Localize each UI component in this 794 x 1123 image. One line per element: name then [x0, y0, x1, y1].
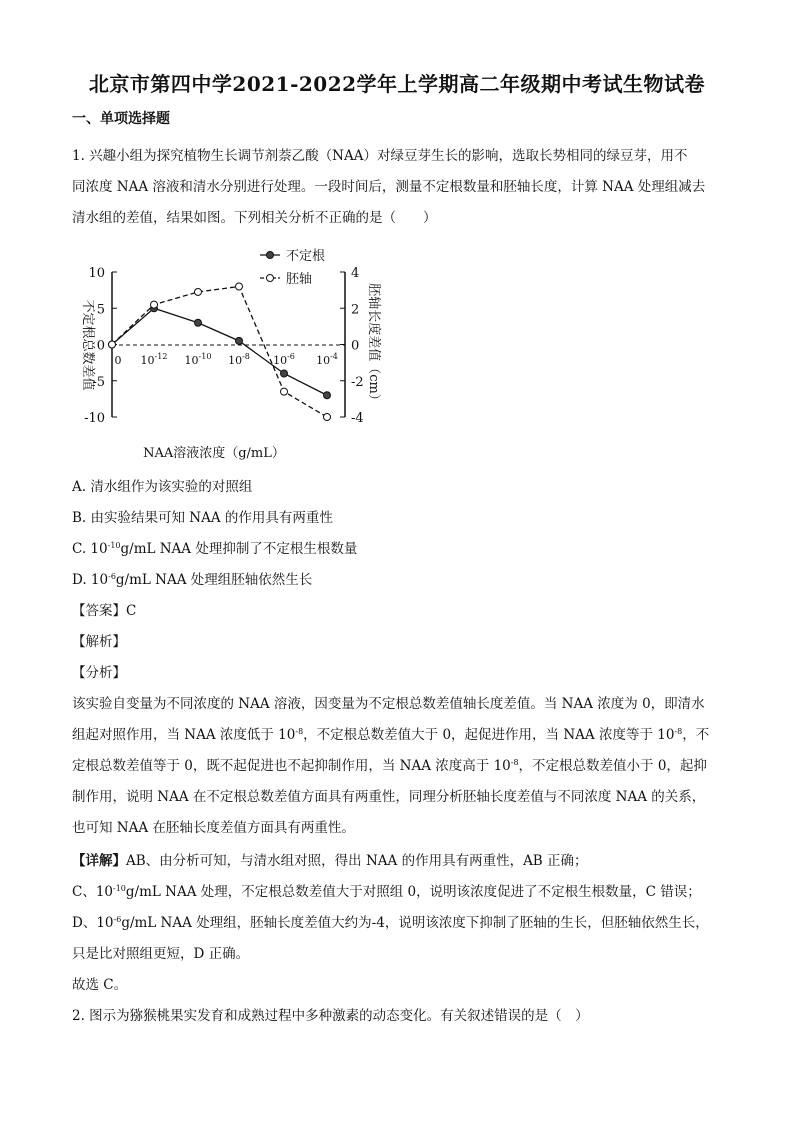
hypocotyl-data-point	[109, 341, 116, 348]
option-d: D. $10^{-6}g/mL$ NAA 处理组胚轴依然生长	[72, 572, 313, 588]
question-1-line-3: 清水组的差值，结果如图。下列相关分析不正确的是（ ）	[72, 210, 437, 226]
detail-line-3: D、$10^{-6}g/mL$ NAA 处理组，胚轴长度差值大约为-4，说明该浓度下抑制了胚轴的生长，但胚轴依然生长，	[72, 915, 709, 931]
chart-legend	[260, 248, 325, 287]
x-tick-label: $10^{-8}$	[228, 352, 250, 367]
left-tick-label: 5	[96, 302, 105, 318]
right-axis-ticks	[340, 266, 364, 426]
x-tick-label: 0	[114, 354, 122, 367]
detail-line-2: C、$10^{-10}g/mL$ NAA 处理，不定根总数差值大于对照组 0，说明该浓度促进了不定根生根数量，C 错误；	[72, 884, 701, 900]
x-axis-title: NAA溶液浓度（g/mL）	[143, 446, 285, 461]
right-tick-label: 2	[351, 302, 360, 318]
right-axis-title: 胚轴长度差值（cm）	[366, 283, 381, 407]
legend-marker-open	[267, 275, 274, 282]
answer: 【答案】C	[72, 603, 137, 619]
detail-line-4: 只是比对照组更短，D 正确。	[72, 946, 250, 962]
root-data-point	[195, 319, 202, 326]
detail-line-1: 【详解】AB、由分析可知，与清水组对照，得出 NAA 的作用具有两重性，AB 正确；	[72, 853, 588, 869]
root-data-point	[324, 392, 331, 399]
legend-label-root: 不定根	[286, 249, 326, 264]
x-tick-label: $10^{-4}$	[316, 352, 338, 367]
x-tick-label: $10^{-10}$	[184, 352, 212, 367]
section-heading: 一、单项选择题	[72, 111, 170, 127]
naa-chart	[64, 240, 384, 470]
left-axis-title: 不定根总数差值	[80, 299, 95, 391]
left-tick-label: -10	[84, 411, 105, 426]
legend-label-hypocotyl: 胚轴	[286, 272, 313, 287]
hypocotyl-data-point	[281, 388, 288, 395]
analysis-line-3: 定根总数差值等于 0，既不起促进也不起抑制作用，当 NAA 浓度高于 $10^{-8}$，不定根总数差值小于 0，起抑	[72, 758, 707, 774]
analysis-line-2: 组起对照作用，当 NAA 浓度低于 $10^{-8}$，不定根总数差值大于 0，起促进作用，当 NAA 浓度等于 $10^{-8}$，不	[72, 727, 710, 743]
left-tick-label: -5	[92, 374, 105, 390]
hypocotyl-data-point	[195, 288, 202, 295]
root-data-point	[281, 370, 288, 377]
analysis-line-1: 该实验自变量为不同浓度的 NAA 溶液，因变量为不定根总数差值轴长度差值。当 NAA 浓度为 0，即清水	[72, 696, 705, 712]
analysis-line-5: 也可知 NAA 在胚轴长度差值方面具有两重性。	[72, 820, 355, 836]
left-tick-label: 10	[88, 266, 105, 281]
option-a: A. 清水组作为该实验的对照组	[72, 479, 253, 495]
document-title: 北京市第四中学2021-2022学年上学期高二年级期中考试生物试卷	[88, 72, 706, 96]
x-tick-label: $10^{-6}$	[273, 352, 295, 367]
right-tick-label: 4	[351, 266, 360, 281]
question-1-line-2: 同浓度 NAA 溶液和清水分别进行处理。一段时间后，测量不定根数量和胚轴长度，计算 NAA 处理组减去	[72, 179, 706, 195]
analysis-heading: 【分析】	[72, 665, 126, 681]
x-axis-tick-labels	[115, 352, 338, 367]
option-b: B. 由实验结果可知 NAA 的作用具有两重性	[72, 510, 333, 526]
question-2: 2. 图示为猕猴桃果实发育和成熟过程中多种激素的动态变化。有关叙述错误的是（ ）	[72, 1008, 589, 1024]
detail-line-5: 故选 C。	[72, 977, 128, 993]
explanation-heading: 【解析】	[72, 634, 126, 650]
right-tick-label: -4	[351, 411, 364, 426]
left-tick-label: 0	[96, 338, 105, 354]
analysis-line-4: 制作用，说明 NAA 在不定根总数差值方面具有两重性，同理分析胚轴长度差值与不同浓度 NAA 的关系，	[72, 789, 706, 805]
hypocotyl-data-point	[236, 283, 243, 290]
right-tick-label: -2	[351, 374, 364, 390]
right-tick-label: 0	[351, 338, 360, 354]
hypocotyl-data-point	[324, 414, 331, 421]
hypocotyl-data-point	[151, 301, 158, 308]
root-data-point	[236, 337, 243, 344]
option-c: C. $10^{-10}g/mL$ NAA 处理抑制了不定根生根数量	[72, 541, 358, 557]
question-1-line-1: 1. 兴趣小组为探究植物生长调节剂萘乙酸（NAA）对绿豆芽生长的影响，选取长势相同的绿豆芽，用不	[72, 148, 688, 164]
legend-marker-filled	[267, 252, 274, 259]
x-tick-label: $10^{-12}$	[140, 352, 168, 367]
